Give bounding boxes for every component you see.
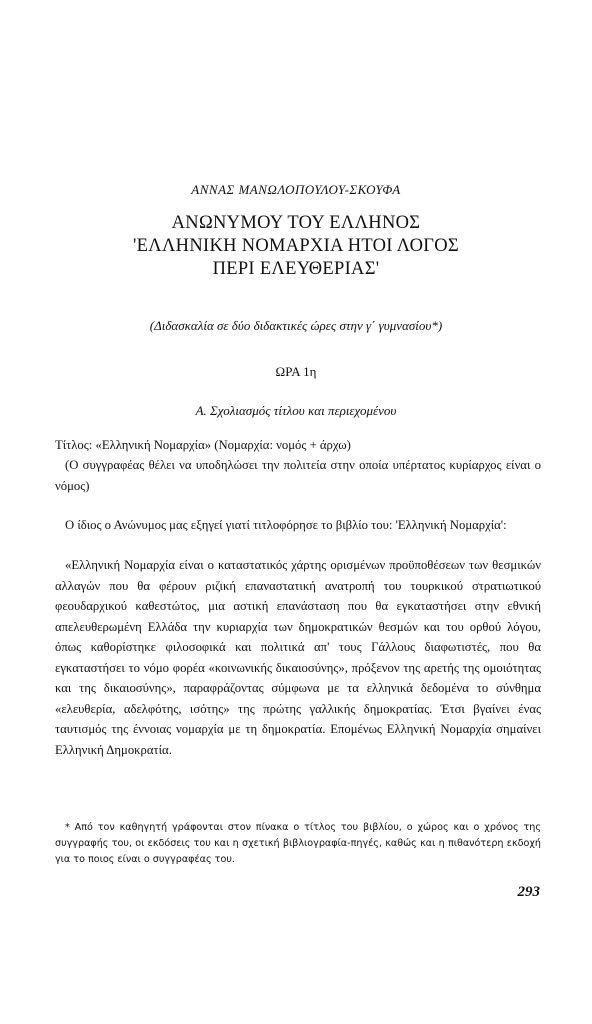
- lesson-hour-heading: ΩΡΑ 1η: [275, 364, 317, 379]
- quotation-paragraph: [55, 555, 541, 760]
- paragraph-title-definition: Τίτλος: «Ελληνική Νομαρχία» (Νομαρχία: νομός + άρχω): [55, 438, 351, 452]
- title-line-2: 'ΕΛΛΗΝΙΚΗ ΝΟΜΑΡΧΙΑ ΗΤΟΙ ΛΟΓΟΣ: [133, 236, 459, 256]
- title-line-1: ΑΝΩΝΥΜΟΥ ΤΟΥ ΕΛΛΗΝΟΣ: [171, 213, 421, 233]
- paragraph-quotation: «Ελληνική Νομαρχία είναι ο καταστατικός χάρτης ορισμένων προϋποθέσεων των θεσμικών αλλαγών που θα φέρουν ριζική επαναστατική ανατροπή του τουρκικού στρατιωτικού φεουδαρχικού καθεστώτος, μια αστική επανάσταση που θα εγκαταστήσει στην εθνική απελευθερωμένη Ελλάδα την κυριαρχία των δημοκρατικών θεσμών και του ορθού λόγου, όπως καθορίστηκε φιλοσοφικά και πολιτικά απ' τους Γάλλους διαφωτιστές, που θα εγκαταστήσει το νόμο φορέα «κοινωνικής δικαιοσύνης», πρόξενον της αρετής της ομοιότητας και της δικαιοσύνης», παραφράζοντας σύμφωνα με τα ελληνικά δεδομένα το σύνθημα «ελευθερία, αδελφότης, ισότης» της πρώτης γαλλικής δημοκρατίας. Έτσι βγαίνει ένας ταυτισμός της έννοιας νομαρχία με τη δημοκρατία. Επομένως Ελληνική Νομαρχία σημαίνει Ελληνική Δημοκρατία.: [55, 558, 541, 757]
- author-line: ΑΝΝΑΣ ΜΑΝΩΛΟΠΟΥΛΟΥ-ΣΚΟΥΦΑ: [191, 182, 401, 197]
- footnote-text: * Από τον καθηγητή γράφονται στον πίνακα ο τίτλος του βιβλίου, ο χώρος και ο χρόνος της συγγραφής του, οι εκδόσεις του και η σχετική βιβλιογραφία-πηγές, καθώς και η πιθανότερη εκδοχή για το ποιος είναι ο συγγραφέας του.: [55, 822, 541, 865]
- section-heading: Α. Σχολιασμός τίτλου και περιεχομένου: [195, 403, 397, 418]
- title-definition-paragraph: [55, 435, 541, 456]
- paragraph-anonymous-explanation: Ο ίδιος ο Ανώνυμος μας εξηγεί γιατί τιτλοφόρησε το βιβλίο του: 'Ελληνική Νομαρχία':: [65, 518, 507, 532]
- author-intent-paragraph: [55, 455, 541, 496]
- article-subtitle: (Διδασκαλία σε δύο διδακτικές ώρες στην γ΄ γυμνασίου*): [149, 318, 443, 333]
- footnote: [55, 820, 541, 868]
- anonymous-explanation-paragraph: [55, 515, 541, 536]
- page-number: 293: [517, 884, 540, 900]
- title-line-3: ΠΕΡΙ ΕΛΕΥΘΕΡΙΑΣ': [212, 259, 380, 279]
- article-title: [0, 212, 592, 281]
- paragraph-author-intent: (Ο συγγραφέας θέλει να υποδηλώσει την πολιτεία στην οποία υπέρτατος κυρίαρχος είναι ο νόμος): [55, 458, 541, 493]
